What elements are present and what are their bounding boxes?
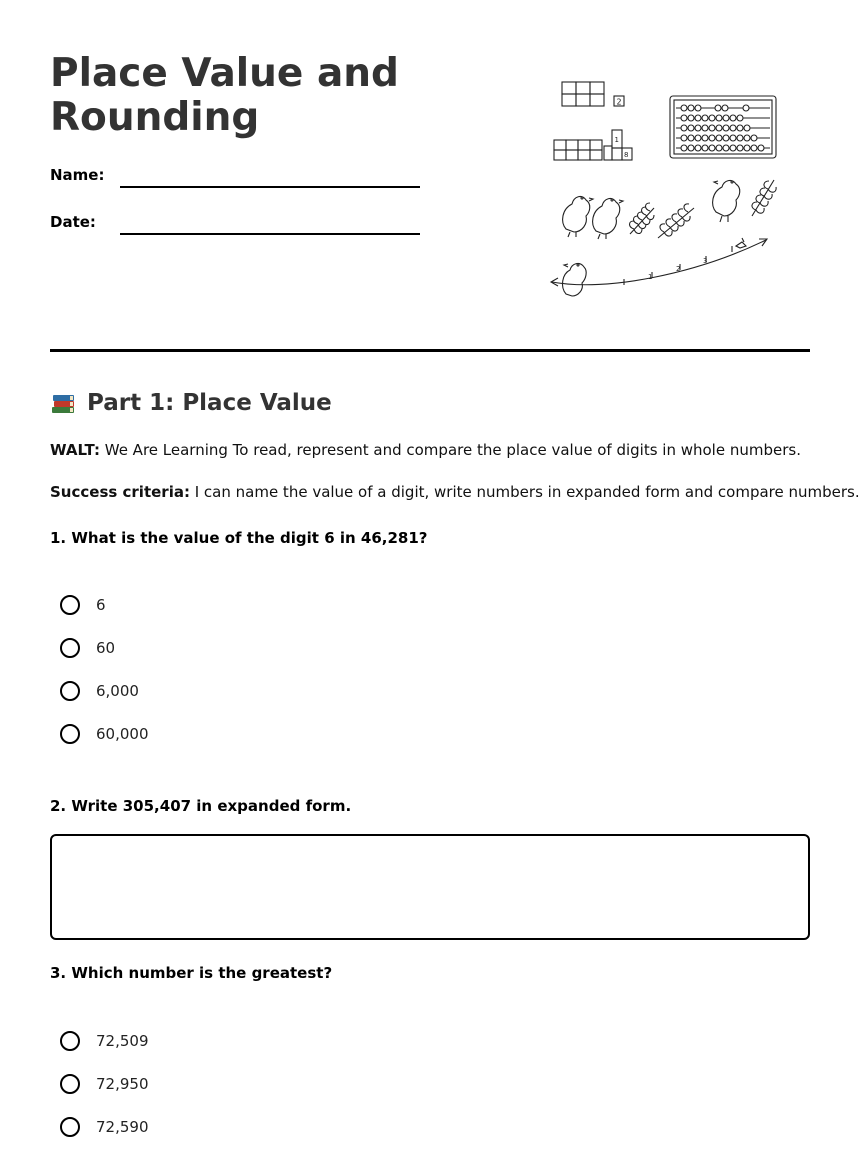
name-field[interactable]	[120, 186, 420, 188]
radio-button[interactable]	[60, 724, 80, 744]
radio-button[interactable]	[60, 1074, 80, 1094]
q1-option-3-label: 6,000	[96, 682, 139, 700]
number-line-tick-2: 2	[676, 265, 681, 273]
leaf-branch-icon	[630, 180, 777, 238]
walt-text: We Are Learning To read, represent and compare the place value of digits in whole numbers.	[99, 441, 801, 459]
q1-option-2[interactable]	[60, 636, 115, 660]
q1-option-1[interactable]	[60, 593, 106, 617]
title-line-1: Place Value and	[50, 51, 399, 96]
place-value-illustration	[546, 74, 786, 304]
success-criteria-label: Success criteria:	[50, 483, 190, 501]
question-3: 3. Which number is the greatest?	[50, 964, 333, 982]
q3-option-3-label: 72,590	[96, 1118, 149, 1136]
success-criteria-text: I can name the value of a digit, write numbers in expanded form and compare numbers.	[189, 483, 860, 501]
q3-option-2[interactable]	[60, 1072, 149, 1096]
q1-option-4-label: 60,000	[96, 725, 149, 743]
date-label: Date:	[50, 213, 96, 231]
name-label: Name:	[50, 166, 105, 184]
radio-button[interactable]	[60, 1031, 80, 1051]
walt-label: WALT:	[50, 441, 100, 459]
base-ten-blocks-icon	[554, 82, 632, 160]
abacus-icon	[670, 96, 776, 158]
q1-option-3[interactable]	[60, 679, 139, 703]
radio-button[interactable]	[60, 681, 80, 701]
header-divider	[50, 349, 810, 352]
number-line-tick-1: 1	[648, 273, 653, 281]
radio-button[interactable]	[60, 638, 80, 658]
bird-icon	[563, 180, 746, 296]
books-icon	[50, 389, 78, 417]
number-line-tick-3: 3	[703, 257, 708, 265]
question-2: 2. Write 305,407 in expanded form.	[50, 797, 352, 815]
q3-option-1[interactable]	[60, 1029, 149, 1053]
part1-title-text: Part 1: Place Value	[87, 390, 332, 416]
radio-button[interactable]	[60, 595, 80, 615]
date-field[interactable]	[120, 233, 420, 235]
q3-option-2-label: 72,950	[96, 1075, 149, 1093]
question-1: 1. What is the value of the digit 6 in 46,281?	[50, 529, 428, 547]
part1-title	[50, 388, 332, 418]
title-line-2: Rounding	[50, 95, 260, 140]
walt-paragraph	[50, 441, 801, 459]
q3-option-1-label: 72,509	[96, 1032, 149, 1050]
q3-option-3[interactable]	[60, 1115, 149, 1139]
q1-option-2-label: 60	[96, 639, 116, 657]
q1-option-4[interactable]	[60, 722, 149, 746]
tile-number-1: 1	[614, 136, 619, 144]
tile-number-8: 8	[624, 151, 629, 159]
q2-answer-box[interactable]	[50, 834, 810, 940]
q1-option-1-label: 6	[96, 596, 106, 614]
radio-button[interactable]	[60, 1117, 80, 1137]
page-title	[50, 52, 470, 140]
number-line-icon	[551, 239, 767, 286]
success-criteria-paragraph	[50, 483, 860, 501]
tile-number-2: 2	[616, 97, 622, 107]
